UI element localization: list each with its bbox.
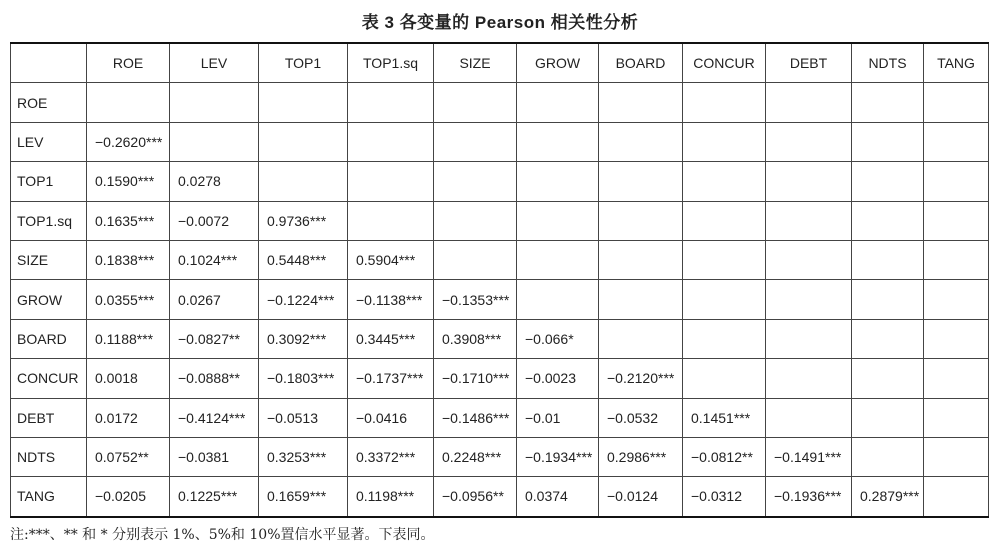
correlation-cell: −0.1353*** xyxy=(434,280,517,319)
correlation-cell xyxy=(599,319,683,358)
correlation-cell: −0.0312 xyxy=(683,477,766,517)
correlation-cell xyxy=(259,162,348,201)
correlation-cell xyxy=(852,280,924,319)
correlation-cell xyxy=(924,162,989,201)
correlation-cell xyxy=(434,122,517,161)
correlation-cell: 0.0355*** xyxy=(87,280,170,319)
correlation-cell: −0.1710*** xyxy=(434,359,517,398)
correlation-cell xyxy=(924,122,989,161)
column-header: ROE xyxy=(87,43,170,83)
correlation-cell: −0.0381 xyxy=(170,437,259,476)
correlation-cell: 0.0752** xyxy=(87,437,170,476)
row-label: TOP1.sq xyxy=(11,201,87,240)
correlation-cell: −0.1803*** xyxy=(259,359,348,398)
table-row xyxy=(11,477,989,517)
correlation-cell xyxy=(599,162,683,201)
correlation-cell xyxy=(924,477,989,517)
correlation-cell xyxy=(766,83,852,122)
correlation-cell xyxy=(766,359,852,398)
correlation-cell xyxy=(599,240,683,279)
correlation-cell xyxy=(683,280,766,319)
table-row xyxy=(11,280,989,319)
correlation-cell xyxy=(924,240,989,279)
correlation-cell xyxy=(599,122,683,161)
row-label: TOP1 xyxy=(11,162,87,201)
column-header: TOP1.sq xyxy=(348,43,434,83)
correlation-cell xyxy=(348,201,434,240)
correlation-cell xyxy=(517,162,599,201)
column-header: NDTS xyxy=(852,43,924,83)
correlation-cell xyxy=(683,201,766,240)
correlation-cell: 0.2986*** xyxy=(599,437,683,476)
table-row xyxy=(11,240,989,279)
correlation-cell xyxy=(852,122,924,161)
correlation-cell: −0.2120*** xyxy=(599,359,683,398)
correlation-cell: −0.1934*** xyxy=(517,437,599,476)
correlation-cell xyxy=(766,240,852,279)
correlation-cell xyxy=(766,280,852,319)
correlation-cell: −0.1491*** xyxy=(766,437,852,476)
correlation-cell xyxy=(852,201,924,240)
column-header: TANG xyxy=(924,43,989,83)
row-label: DEBT xyxy=(11,398,87,437)
correlation-cell: 0.3445*** xyxy=(348,319,434,358)
correlation-cell: −0.0205 xyxy=(87,477,170,517)
correlation-cell xyxy=(87,83,170,122)
correlation-cell xyxy=(766,319,852,358)
correlation-cell xyxy=(599,201,683,240)
correlation-cell xyxy=(852,83,924,122)
correlation-cell: −0.0416 xyxy=(348,398,434,437)
correlation-cell: 0.1590*** xyxy=(87,162,170,201)
correlation-cell xyxy=(924,398,989,437)
correlation-cell xyxy=(924,83,989,122)
correlation-cell: 0.5904*** xyxy=(348,240,434,279)
correlation-cell: 0.3908*** xyxy=(434,319,517,358)
correlation-cell: 0.0374 xyxy=(517,477,599,517)
correlation-cell xyxy=(766,201,852,240)
correlation-cell xyxy=(683,240,766,279)
table-row xyxy=(11,122,989,161)
correlation-cell xyxy=(766,398,852,437)
correlation-cell xyxy=(259,122,348,161)
column-header: LEV xyxy=(170,43,259,83)
correlation-cell xyxy=(517,83,599,122)
correlation-cell: −0.0072 xyxy=(170,201,259,240)
table-note: 注:***、** 和 * 分别表示 1%、5%和 10%置信水平显著。下表同。 xyxy=(10,527,435,543)
correlation-cell: 0.1225*** xyxy=(170,477,259,517)
correlation-cell xyxy=(599,83,683,122)
correlation-cell xyxy=(599,280,683,319)
correlation-cell xyxy=(924,359,989,398)
column-header: CONCUR xyxy=(683,43,766,83)
correlation-cell: 0.1451*** xyxy=(683,398,766,437)
correlation-cell: 0.0172 xyxy=(87,398,170,437)
correlation-cell xyxy=(517,122,599,161)
row-label: CONCUR xyxy=(11,359,87,398)
correlation-cell xyxy=(852,437,924,476)
row-label: GROW xyxy=(11,280,87,319)
table-row xyxy=(11,83,989,122)
table-row xyxy=(11,162,989,201)
correlation-cell xyxy=(852,240,924,279)
correlation-cell xyxy=(348,162,434,201)
correlation-cell: 0.0278 xyxy=(170,162,259,201)
correlation-cell: −0.4124*** xyxy=(170,398,259,437)
correlation-cell xyxy=(434,240,517,279)
correlation-cell: −0.0513 xyxy=(259,398,348,437)
correlation-cell: −0.2620*** xyxy=(87,122,170,161)
row-label: BOARD xyxy=(11,319,87,358)
correlation-cell: −0.1486*** xyxy=(434,398,517,437)
correlation-cell: −0.1224*** xyxy=(259,280,348,319)
correlation-cell: −0.1138*** xyxy=(348,280,434,319)
correlation-cell xyxy=(434,83,517,122)
correlation-cell: −0.066* xyxy=(517,319,599,358)
correlation-cell xyxy=(170,122,259,161)
correlation-cell xyxy=(683,319,766,358)
correlation-cell: −0.01 xyxy=(517,398,599,437)
correlation-cell xyxy=(683,162,766,201)
correlation-cell: 0.3372*** xyxy=(348,437,434,476)
correlation-cell xyxy=(683,122,766,161)
table-row xyxy=(11,201,989,240)
correlation-cell: −0.1737*** xyxy=(348,359,434,398)
correlation-cell xyxy=(852,359,924,398)
correlation-cell xyxy=(517,240,599,279)
correlation-cell: −0.0888** xyxy=(170,359,259,398)
row-label: TANG xyxy=(11,477,87,517)
correlation-cell: 0.0018 xyxy=(87,359,170,398)
correlation-cell: −0.0532 xyxy=(599,398,683,437)
column-header: DEBT xyxy=(766,43,852,83)
correlation-cell: 0.1198*** xyxy=(348,477,434,517)
column-header: TOP1 xyxy=(259,43,348,83)
header-row xyxy=(11,43,989,83)
correlation-cell: −0.0023 xyxy=(517,359,599,398)
correlation-cell: 0.9736*** xyxy=(259,201,348,240)
correlation-cell xyxy=(434,201,517,240)
correlation-cell xyxy=(348,122,434,161)
correlation-cell: 0.2879*** xyxy=(852,477,924,517)
correlation-cell: 0.1659*** xyxy=(259,477,348,517)
correlation-cell xyxy=(683,359,766,398)
correlation-cell: 0.1024*** xyxy=(170,240,259,279)
correlation-cell xyxy=(852,398,924,437)
correlation-cell: −0.0827** xyxy=(170,319,259,358)
correlation-cell xyxy=(924,319,989,358)
correlation-cell xyxy=(170,83,259,122)
correlation-cell xyxy=(517,201,599,240)
header-corner xyxy=(11,43,87,83)
correlation-cell xyxy=(434,162,517,201)
correlation-cell: −0.0956** xyxy=(434,477,517,517)
correlation-cell xyxy=(924,437,989,476)
correlation-cell xyxy=(766,122,852,161)
table-row xyxy=(11,437,989,476)
column-header: GROW xyxy=(517,43,599,83)
correlation-cell xyxy=(683,83,766,122)
correlation-table xyxy=(10,42,989,518)
correlation-cell: 0.2248*** xyxy=(434,437,517,476)
column-header: BOARD xyxy=(599,43,683,83)
row-label: SIZE xyxy=(11,240,87,279)
correlation-cell: −0.0812** xyxy=(683,437,766,476)
row-label: ROE xyxy=(11,83,87,122)
correlation-cell: 0.3092*** xyxy=(259,319,348,358)
correlation-cell: 0.1635*** xyxy=(87,201,170,240)
correlation-cell xyxy=(348,83,434,122)
correlation-cell xyxy=(259,83,348,122)
row-label: NDTS xyxy=(11,437,87,476)
correlation-cell xyxy=(517,280,599,319)
column-header: SIZE xyxy=(434,43,517,83)
correlation-cell xyxy=(924,280,989,319)
table-row xyxy=(11,398,989,437)
table-row xyxy=(11,319,989,358)
correlation-cell xyxy=(852,319,924,358)
correlation-cell: 0.1838*** xyxy=(87,240,170,279)
correlation-cell xyxy=(924,201,989,240)
table-title: 表 3 各变量的 Pearson 相关性分析 xyxy=(361,13,639,32)
correlation-cell: 0.5448*** xyxy=(259,240,348,279)
correlation-cell xyxy=(852,162,924,201)
row-label: LEV xyxy=(11,122,87,161)
correlation-cell: 0.1188*** xyxy=(87,319,170,358)
correlation-cell: 0.3253*** xyxy=(259,437,348,476)
correlation-cell: 0.0267 xyxy=(170,280,259,319)
correlation-cell: −0.0124 xyxy=(599,477,683,517)
correlation-cell: −0.1936*** xyxy=(766,477,852,517)
table-row xyxy=(11,359,989,398)
correlation-cell xyxy=(766,162,852,201)
